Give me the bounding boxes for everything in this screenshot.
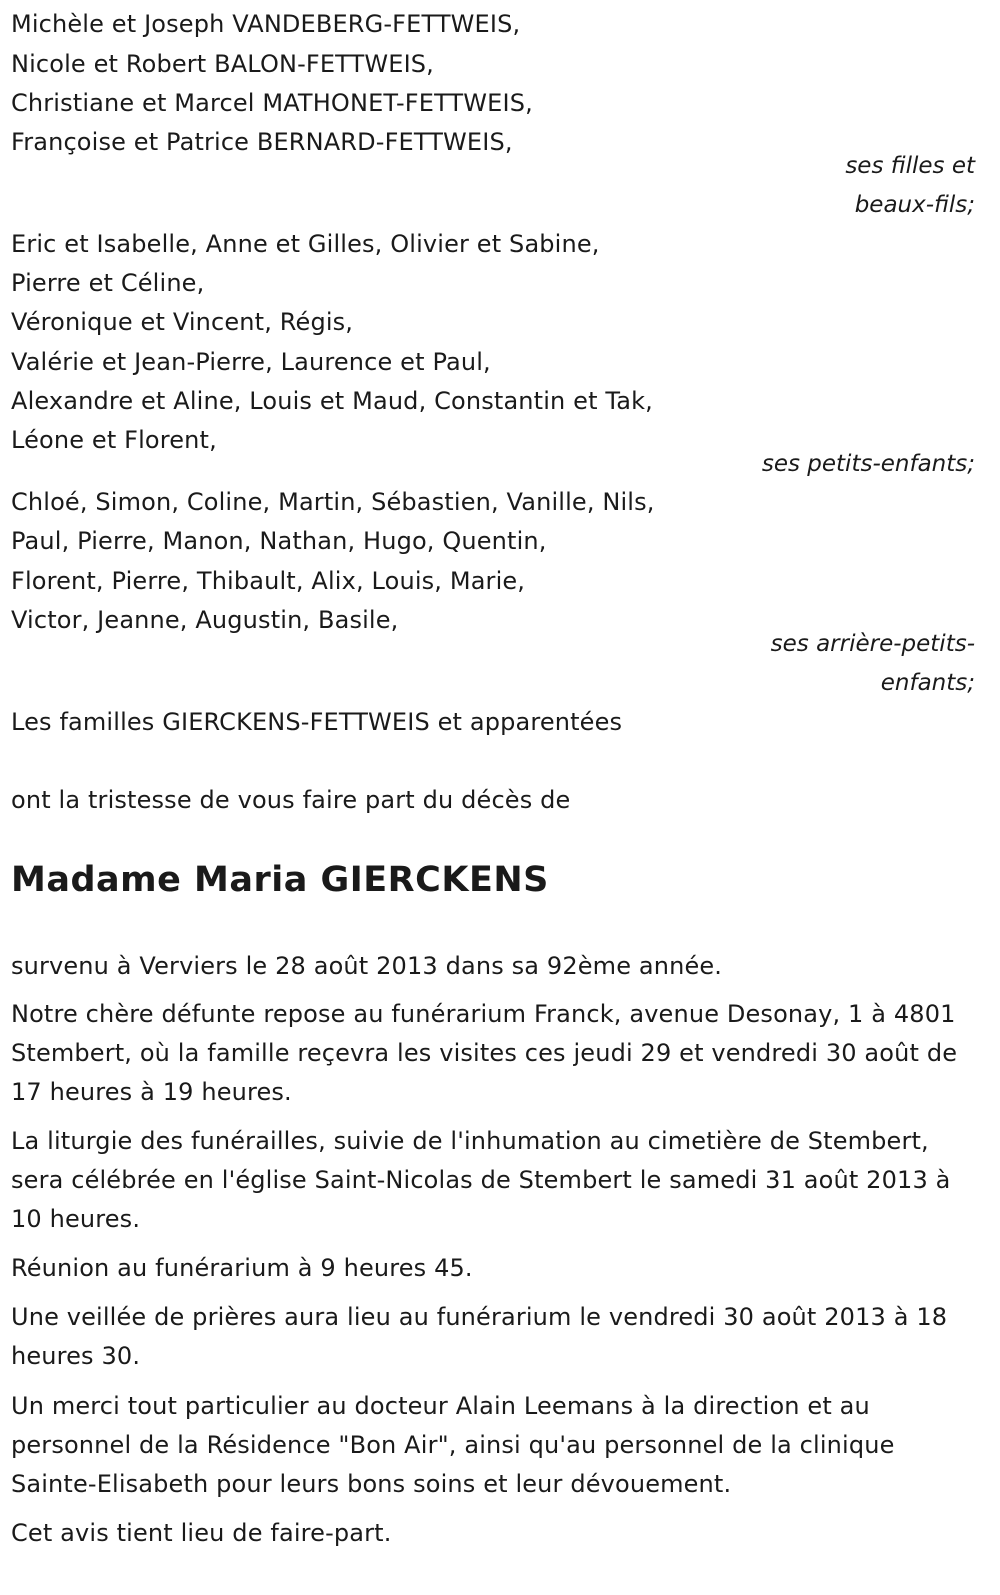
great-grandchildren-line: Paul, Pierre, Manon, Nathan, Hugo, Quentin, (11, 527, 547, 555)
great-grandchildren-line: Victor, Jeanne, Augustin, Basile, (11, 606, 399, 634)
daughter-line: Christiane et Marcel MATHONET-FETTWEIS, (11, 89, 533, 117)
role-label-daughters-cont: beaux-fils; (854, 192, 975, 218)
grandchildren-line: Alexandre et Aline, Louis et Maud, Constantin et Tak, (11, 387, 653, 415)
grandchildren-line: Pierre et Céline, (11, 269, 205, 297)
grandchildren-line: Eric et Isabelle, Anne et Gilles, Olivier et Sabine, (11, 230, 600, 258)
paragraph-vigil: Une veillée de prières aura lieu au funérarium le vendredi 30 août 2013 à 18 heures 30. (11, 1303, 948, 1370)
daughter-line: Françoise et Patrice BERNARD-FETTWEIS, (11, 128, 513, 156)
grandchildren-line: Valérie et Jean-Pierre, Laurence et Paul, (11, 348, 491, 376)
paragraph-thanks: Un merci tout particulier au docteur Alain Leemans à la direction et au personnel de la Résidence "Bon Air", ainsi qu'au personnel de la clinique Sainte-Elisabeth pour leurs bons soins et leur dévouement. (11, 1392, 895, 1498)
deceased-name: Madame Maria GIERCKENS (11, 860, 549, 900)
announcement-line: ont la tristesse de vous faire part du décès de (11, 786, 571, 814)
role-label-great-grandchildren-cont: enfants; (880, 670, 975, 696)
families-line: Les familles GIERCKENS-FETTWEIS et apparentées (11, 708, 623, 736)
grandchildren-line: Véronique et Vincent, Régis, (11, 308, 354, 336)
role-label-grandchildren: ses petits-enfants; (761, 451, 975, 477)
daughter-line: Nicole et Robert BALON-FETTWEIS, (11, 50, 434, 78)
great-grandchildren-line: Chloé, Simon, Coline, Martin, Sébastien, Vanille, Nils, (11, 488, 655, 516)
paragraph-liturgy: La liturgie des funérailles, suivie de l'inhumation au cimetière de Stembert, sera célébrée en l'église Saint-Nicolas de Stembert le samedi 31 août 2013 à 10 heures. (11, 1127, 951, 1233)
role-label-daughters: ses filles et (845, 153, 975, 179)
great-grandchildren-line: Florent, Pierre, Thibault, Alix, Louis, Marie, (11, 567, 526, 595)
daughter-line: Michèle et Joseph VANDEBERG-FETTWEIS, (11, 10, 521, 38)
grandchildren-line: Léone et Florent, (11, 426, 217, 454)
paragraph-funeral-home: Notre chère défunte repose au funérarium Franck, avenue Desonay, 1 à 4801 Stembert, où la famille reçevra les visites ces jeudi 29 et vendredi 30 août de 17 heures à 19 heures. (11, 1000, 958, 1106)
paragraph-meeting: Réunion au funérarium à 9 heures 45. (11, 1254, 473, 1282)
paragraph-closing: Cet avis tient lieu de faire-part. (11, 1519, 392, 1547)
paragraph-death-details: survenu à Verviers le 28 août 2013 dans sa 92ème année. (11, 952, 723, 980)
role-label-great-grandchildren: ses arrière-petits- (770, 631, 975, 657)
